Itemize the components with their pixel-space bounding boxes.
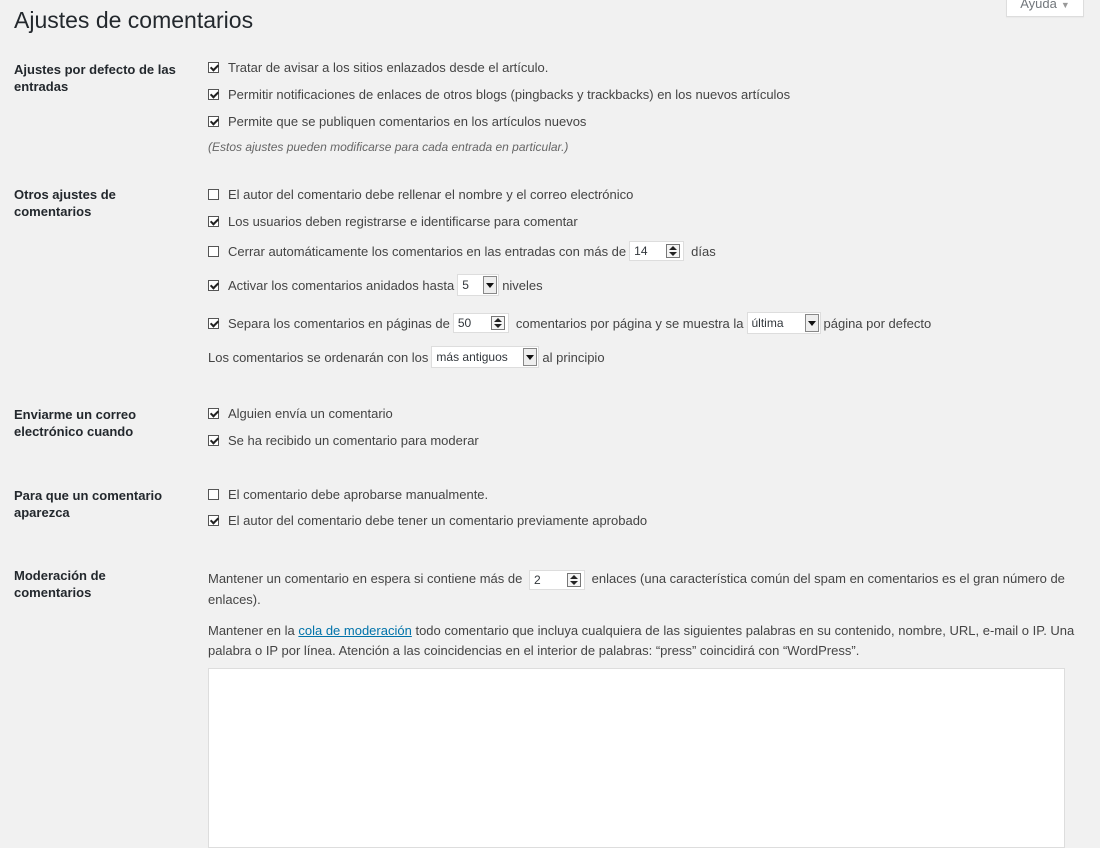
comment-moderation-label: Moderación de comentarios	[14, 568, 106, 600]
comment-moderation-checkbox[interactable]	[208, 489, 219, 500]
option-label: página por defecto	[823, 315, 932, 331]
spinner-arrows-icon[interactable]	[567, 573, 581, 587]
page-comments-checkbox[interactable]	[208, 318, 219, 329]
comments-per-page-value: 50	[457, 315, 472, 330]
email-me-label: Enviarme un correo electrónico cuando	[14, 407, 137, 439]
comment-order-value: más antiguos	[436, 349, 508, 364]
thread-depth-select[interactable]	[457, 274, 499, 296]
thread-comments-checkbox[interactable]	[208, 280, 219, 291]
comment-whitelist-checkbox[interactable]	[208, 515, 219, 526]
registration-required-option[interactable]	[208, 213, 578, 230]
comment-appears-label: Para que un comentario aparezca	[14, 488, 163, 520]
option-label: Permitir notificaciones de enlaces de otros blogs (pingbacks y trackbacks) en los nuevos artículos	[228, 87, 791, 102]
page-comments-option	[208, 312, 931, 334]
comment-order-option	[208, 346, 605, 368]
default-settings-note: (Estos ajustes pueden modificarse para cada entrada en particular.)	[208, 140, 569, 154]
moderation-queue-link[interactable]: cola de moderación	[298, 623, 412, 638]
option-label: El autor del comentario debe rellenar el nombre y el correo electrónico	[228, 187, 634, 202]
default-comments-page-value: última	[751, 315, 784, 330]
help-tab[interactable]	[1006, 0, 1084, 17]
moderation-links-text: enlaces (una característica común del spam en comentarios es el gran número de enlaces).	[208, 571, 1065, 607]
default-article-settings-label: Ajustes por defecto de las entradas	[14, 62, 176, 94]
help-label: Ayuda	[1020, 0, 1057, 11]
option-label: comentarios por página y se muestra la	[515, 315, 744, 331]
moderation-keys-textarea[interactable]	[208, 668, 1065, 848]
close-days-value: 14	[634, 243, 648, 258]
ping-status-option[interactable]	[208, 86, 790, 103]
moderation-keys-text: todo comentario que incluya cualquiera de las siguientes palabras en su contenido, nombre, URL, e-mail o IP. Una palabra o IP por línea. Atención a las coincidencias en el interior de palabras: “press” coincidirá con “WordPress”.	[208, 623, 1075, 658]
comment-status-checkbox[interactable]	[208, 116, 219, 127]
option-label: Activar los comentarios anidados hasta	[228, 277, 455, 293]
thread-depth-value: 5	[462, 277, 469, 292]
comment-order-select[interactable]	[431, 346, 539, 368]
moderation-links-value: 2	[533, 572, 541, 587]
option-label: Los comentarios se ordenarán con los	[208, 349, 429, 365]
option-label: Alguien envía un comentario	[228, 406, 393, 421]
spinner-arrows-icon[interactable]	[491, 316, 505, 330]
page-title: Ajustes de comentarios	[14, 7, 254, 33]
comment-whitelist-option[interactable]	[208, 512, 647, 529]
dropdown-arrow-icon[interactable]	[483, 276, 497, 294]
option-label: Separa los comentarios en páginas de	[228, 315, 450, 331]
option-label: Tratar de avisar a los sitios enlazados desde el artículo.	[228, 60, 549, 75]
close-comments-option	[208, 241, 716, 261]
spinner-arrows-icon[interactable]	[666, 244, 680, 258]
moderation-links-text: Mantener un comentario en espera si contiene más de	[208, 571, 523, 586]
option-label: Los usuarios deben registrarse e identificarse para comentar	[228, 214, 578, 229]
comment-moderation-option[interactable]	[208, 486, 488, 503]
close-comments-checkbox[interactable]	[208, 246, 219, 257]
require-name-email-checkbox[interactable]	[208, 189, 219, 200]
comment-status-option[interactable]	[208, 113, 586, 130]
moderation-links-paragraph	[208, 569, 1078, 610]
default-comments-page-select[interactable]	[747, 312, 821, 334]
moderation-links-input[interactable]	[529, 570, 585, 590]
moderation-notify-checkbox[interactable]	[208, 435, 219, 446]
option-label: niveles	[502, 277, 543, 293]
require-name-email-option[interactable]	[208, 186, 633, 203]
comments-per-page-input[interactable]	[453, 313, 509, 333]
ping-status-checkbox[interactable]	[208, 89, 219, 100]
other-comment-settings-label: Otros ajustes de comentarios	[14, 187, 116, 219]
close-days-input[interactable]	[629, 241, 684, 261]
dropdown-arrow-icon[interactable]	[805, 314, 819, 332]
option-label: Se ha recibido un comentario para moderar	[228, 433, 479, 448]
dropdown-arrow-icon[interactable]	[523, 348, 537, 366]
caret-down-icon: ▼	[1060, 0, 1070, 10]
option-label: días	[691, 243, 716, 259]
comments-notify-checkbox[interactable]	[208, 408, 219, 419]
registration-required-checkbox[interactable]	[208, 216, 219, 227]
moderation-keys-description	[208, 621, 1078, 661]
option-label: al principio	[542, 349, 605, 365]
comments-notify-option[interactable]	[208, 405, 393, 422]
pingback-flag-checkbox[interactable]	[208, 62, 219, 73]
option-label: El autor del comentario debe tener un comentario previamente aprobado	[228, 513, 648, 528]
pingback-flag-option[interactable]	[208, 59, 548, 76]
option-label: Permite que se publiquen comentarios en los artículos nuevos	[228, 114, 587, 129]
option-label: Cerrar automáticamente los comentarios en las entradas con más de	[228, 243, 627, 259]
moderation-notify-option[interactable]	[208, 432, 479, 449]
moderation-keys-text: Mantener en la	[208, 623, 295, 638]
option-label: El comentario debe aprobarse manualmente.	[228, 487, 489, 502]
thread-comments-option	[208, 274, 543, 296]
